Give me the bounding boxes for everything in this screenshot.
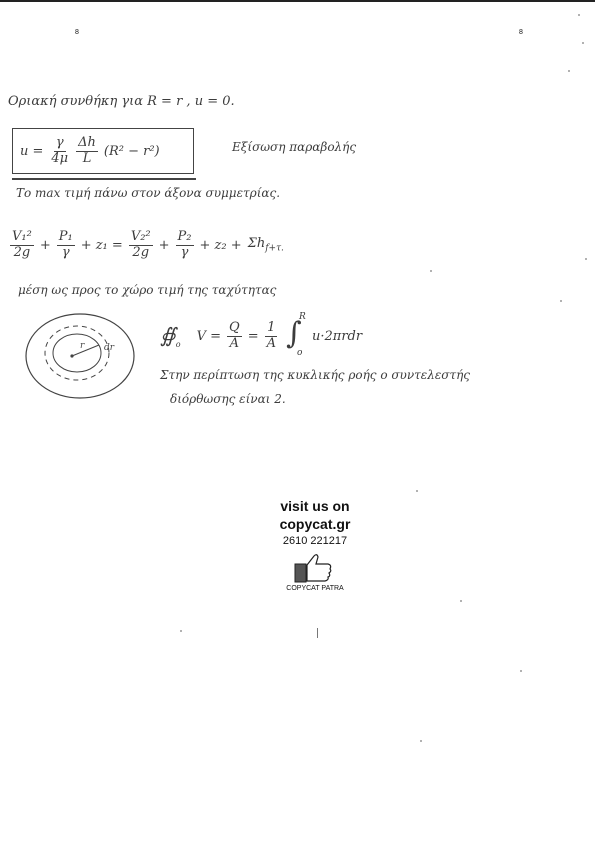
eq3-lower-limit: o (297, 348, 303, 358)
eq3-definite-integral (284, 314, 306, 358)
eq1-frac-gamma (49, 136, 70, 166)
scan-speck (420, 740, 422, 742)
eq3-q-den: A (229, 335, 240, 351)
eq1-frac1-num: γ (55, 135, 64, 151)
eq2-plus-1: + (39, 237, 51, 253)
eq2-t4-den: γ (180, 244, 189, 260)
eq3-integral-sign: ∫ (286, 316, 302, 351)
eq2-t1-den: 2g (13, 244, 31, 260)
scan-speck (585, 258, 587, 260)
eq2-term3 (129, 230, 153, 260)
scan-speck (180, 630, 182, 632)
thumbs-up-icon (294, 553, 334, 583)
eq2-losses (248, 236, 284, 254)
eq3-one-over-a (265, 321, 278, 351)
stamp-visit-text: visit us on (280, 498, 350, 514)
parabola-equation (20, 132, 160, 170)
page-number-right: 8 (519, 29, 523, 36)
eq2-t3-num: V₂² (130, 229, 151, 245)
eq2-t1-num: V₁² (12, 229, 32, 245)
eq3-one-den: A (266, 335, 276, 351)
eq3-equals: = (247, 328, 259, 344)
eq1-lhs: u = (20, 143, 44, 159)
scan-speck (582, 42, 584, 44)
eq2-losses-sub: f+τ. (265, 243, 284, 254)
eq1-frac-dh (76, 136, 98, 166)
scan-mark (317, 628, 318, 638)
annulus-inner-edge (53, 334, 101, 372)
eq2-term1 (10, 230, 34, 260)
pipe-cross-section-diagram (22, 308, 152, 404)
eq2-t2-den: γ (61, 244, 70, 260)
scan-speck (578, 14, 580, 16)
stamp-phone: 2610 221217 (282, 535, 348, 547)
stamp-website: copycat.gr (279, 516, 351, 532)
eq2-term2 (57, 230, 75, 260)
mean-velocity-equation (160, 312, 362, 360)
eq2-z2: + z₂ + (199, 237, 242, 253)
page-number-left: 8 (75, 29, 79, 36)
correction-note-line1: Στην περίπτωση της κυκλικής ροής ο συντελεστής (160, 368, 471, 382)
eq3-surface-integral (160, 323, 181, 349)
eq3-lhs: V = (196, 328, 222, 344)
eq3-surface-integral-symbol: ∯ (160, 323, 176, 347)
eq2-t2-num: P₁ (58, 229, 73, 245)
eq3-surface-integral-sub: o (175, 340, 181, 349)
scan-speck (520, 670, 522, 672)
eq2-z1: + z₁ = (80, 237, 123, 253)
eq2-term4 (176, 230, 194, 260)
parabola-equation-label: Εξίσωση παραβολής (232, 140, 357, 154)
eq3-upper-limit: R (299, 312, 306, 322)
eq3-q-over-a (227, 321, 242, 351)
radius-label: r (80, 341, 85, 351)
eq2-t3-den: 2g (132, 244, 150, 260)
outer-pipe-wall (26, 314, 134, 398)
eq3-q-num: Q (229, 320, 240, 336)
eq2-losses-symbol: Σh (247, 236, 266, 252)
stamp-brand: COPYCAT PATRA (286, 585, 344, 592)
eq2-t4-num: P₂ (177, 229, 192, 245)
eq3-one-num: 1 (267, 320, 276, 336)
radius-line (72, 345, 99, 356)
scan-speck (568, 70, 570, 72)
eq2-plus-2: + (158, 237, 170, 253)
eq1-frac2-den: L (82, 150, 92, 166)
scan-speck (560, 300, 562, 302)
eq1-frac2-num: Δh (78, 135, 96, 151)
scan-speck (460, 600, 462, 602)
eq1-paren: (R² − r²) (103, 143, 160, 159)
eq3-integrand: u·2πrdr (312, 328, 363, 344)
dr-label: dr (104, 343, 115, 353)
scan-speck (416, 490, 418, 492)
bernoulli-equation (10, 222, 284, 268)
mean-velocity-note: μέση ως προς το χώρο τιμή της ταχύτητας (18, 283, 277, 297)
eq1-frac1-den: 4μ (51, 150, 69, 166)
max-velocity-note: Το max τιμή πάνω στον άξονα συμμετρίας. (16, 186, 281, 200)
correction-note-line2: διόρθωσης είναι 2. (170, 392, 286, 406)
scan-top-edge (0, 0, 595, 2)
boundary-condition-note: Οριακή συνθήκη για R = r , u = 0. (8, 94, 235, 109)
scan-speck (430, 270, 432, 272)
underline-rule (12, 178, 196, 180)
